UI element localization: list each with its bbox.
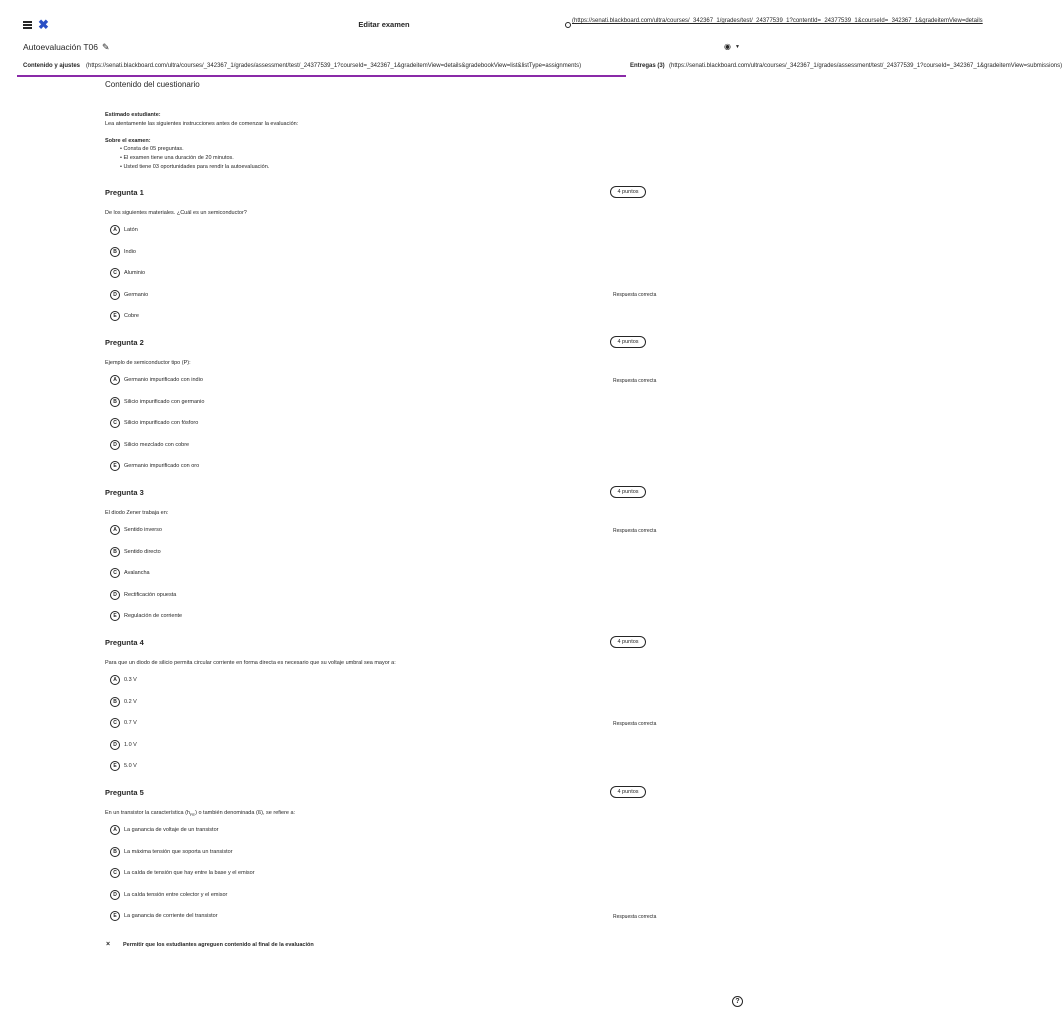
option-letter-badge[interactable]: C (110, 868, 120, 878)
answer-option[interactable]: Aluminio (124, 270, 146, 277)
option-letter-badge[interactable]: D (110, 890, 120, 900)
option-letter-badge[interactable]: E (110, 611, 120, 621)
question-title: Pregunta 2 (105, 338, 144, 347)
bullet-item: • El examen tiene una duración de 20 minutos. (120, 155, 234, 161)
top-bar (0, 0, 983, 40)
answer-option[interactable]: 1.0 V (124, 741, 137, 748)
answer-option[interactable]: 5.0 V (124, 763, 137, 770)
answer-option[interactable]: Silicio impurificado con fósforo (124, 420, 199, 427)
answer-option[interactable]: Sentido directo (124, 548, 161, 555)
intro-text: Lea atentamente las siguientes instrucciones antes de comenzar la evaluación: (105, 121, 299, 127)
answer-option[interactable]: Germanio impurificado con indio (124, 377, 203, 383)
points-badge[interactable]: 4 puntos (610, 186, 646, 198)
option-letter-badge[interactable]: B (110, 547, 120, 557)
answer-option[interactable]: Germanio impurificado con oro (124, 463, 200, 470)
question-text: Para que un diodo de silicio permita circular corriente en forma directa es necesario que su voltaje umbral sea mayor a: (105, 660, 396, 666)
greeting: Estimado estudiante: (105, 112, 161, 118)
option-letter-badge[interactable]: E (110, 761, 120, 771)
option-letter-badge[interactable]: D (110, 740, 120, 750)
correct-answer-label: Respuesta correcta (613, 377, 657, 384)
question-text-part: En un transistor la característica (h (105, 810, 190, 816)
answer-option[interactable]: Indio (124, 248, 136, 255)
answer-option[interactable]: La máxima tensión que soporta un transistor (124, 848, 233, 855)
section-heading: Contenido del cuestionario (105, 80, 200, 89)
answer-option[interactable]: Germanio (124, 291, 149, 298)
option-letter-badge[interactable]: D (110, 590, 120, 600)
bullet-item: • Consta de 05 preguntas. (120, 146, 184, 152)
correct-answer-label: Respuesta correcta (613, 527, 657, 534)
about-heading: Sobre el examen: (105, 138, 151, 144)
question-text: Ejemplo de semiconductor tipo (P): (105, 360, 191, 366)
question-text-part: ) o también denominada (ß), se refiere a: (195, 810, 296, 816)
eye-icon[interactable]: ◉ (724, 42, 731, 51)
answer-option[interactable]: Cobre (124, 313, 139, 320)
tab-bar (0, 58, 1062, 78)
question-text-subscript: FE (189, 812, 196, 818)
answer-option[interactable]: Regulación de corriente (124, 613, 183, 620)
info-icon (565, 22, 571, 28)
option-letter-badge[interactable]: A (110, 225, 120, 235)
correct-answer-label: Respuesta correcta (613, 720, 657, 727)
close-icon[interactable]: × (106, 941, 111, 948)
option-letter-badge[interactable]: D (110, 290, 120, 300)
answer-option[interactable]: La ganancia de corriente del transistor (124, 913, 218, 920)
answer-option[interactable]: La ganancia de voltaje de un transistor (124, 827, 219, 833)
answer-option[interactable]: La caída tensión entre colector y el emisor (124, 891, 228, 898)
pencil-icon[interactable]: ✎ (102, 42, 110, 52)
answer-option[interactable]: 0.2 V (124, 698, 137, 705)
top-link[interactable]: (https://senati.blackboard.com/ultra/courses/_342367_1/grades/test/_24377539_1?contentId=_24377539_1&courseId=_342367_1&gradeitemView=details (572, 18, 983, 24)
answer-option[interactable]: Silicio mezclado con cobre (124, 441, 190, 448)
answer-option[interactable]: Avalancha (124, 570, 150, 577)
tab-content-settings[interactable]: Contenido y ajustes (23, 63, 81, 69)
page-title: Editar examen (358, 20, 410, 29)
option-letter-badge[interactable]: E (110, 911, 120, 921)
option-letter-badge[interactable]: A (110, 375, 120, 385)
active-tab-indicator (17, 75, 626, 77)
help-icon[interactable]: ? (732, 996, 743, 1007)
question-text: De los siguientes materiales. ¿Cuál es un semiconductor? (105, 210, 247, 216)
question-title: Pregunta 4 (105, 638, 144, 647)
option-letter-badge[interactable]: A (110, 825, 120, 835)
chevron-down-icon[interactable]: ▼ (735, 44, 740, 50)
correct-answer-label: Respuesta correcta (613, 292, 657, 299)
option-letter-badge[interactable]: E (110, 461, 120, 471)
course-title: Autoevaluación T06 (23, 42, 98, 52)
close-icon[interactable]: ✖ (38, 17, 49, 32)
answer-option[interactable]: Rectificación opuesta (124, 591, 177, 598)
option-letter-badge[interactable]: B (110, 697, 120, 707)
correct-answer-label: Respuesta correcta (613, 913, 657, 920)
option-letter-badge[interactable]: B (110, 847, 120, 857)
answer-option[interactable]: Silicio impurificado con germanio (124, 398, 205, 405)
allow-student-content-option[interactable]: Permitir que los estudiantes agreguen contenido al final de la evaluación (123, 942, 314, 948)
answer-option[interactable]: Sentido inverso (124, 527, 162, 533)
points-badge[interactable]: 4 puntos (610, 486, 646, 498)
answer-option[interactable]: Latón (124, 227, 138, 233)
tab-submissions-url[interactable]: (https://senati.blackboard.com/ultra/courses/_342367_1/grades/assessment/test/_24377539_1?courseId=_342367_1&gradeitemView=submissions) (669, 63, 1062, 69)
tab-content-url[interactable]: (https://senati.blackboard.com/ultra/courses/_342367_1/grades/assessment/test/_24377539_1?courseId=_342367_1&gradeitemView=details&gradebookView=list&listType=assignments) (86, 63, 582, 69)
option-letter-badge[interactable]: C (110, 718, 120, 728)
question-title: Pregunta 5 (105, 788, 144, 797)
points-badge[interactable]: 4 puntos (610, 786, 646, 798)
option-letter-badge[interactable]: C (110, 418, 120, 428)
question-title: Pregunta 3 (105, 488, 144, 497)
answer-option[interactable]: 0.7 V (124, 720, 137, 727)
option-letter-badge[interactable]: A (110, 525, 120, 535)
option-letter-badge[interactable]: A (110, 675, 120, 685)
tab-submissions[interactable]: Entregas (3) (630, 63, 665, 69)
question-text: El diodo Zener trabaja en: (105, 510, 169, 516)
option-letter-badge[interactable]: C (110, 268, 120, 278)
bullet-item: • Usted tiene 03 oportunidades para rendir la autoevaluación. (120, 164, 270, 170)
option-letter-badge[interactable]: D (110, 440, 120, 450)
points-badge[interactable]: 4 puntos (610, 636, 646, 648)
option-letter-badge[interactable]: E (110, 311, 120, 321)
question-title: Pregunta 1 (105, 188, 144, 197)
option-letter-badge[interactable]: B (110, 247, 120, 257)
option-letter-badge[interactable]: C (110, 568, 120, 578)
option-letter-badge[interactable]: B (110, 397, 120, 407)
points-badge[interactable]: 4 puntos (610, 336, 646, 348)
question-text (105, 810, 295, 817)
answer-option[interactable]: 0.3 V (124, 677, 137, 683)
answer-option[interactable]: La caída de tensión que hay entre la base y el emisor (124, 870, 255, 877)
